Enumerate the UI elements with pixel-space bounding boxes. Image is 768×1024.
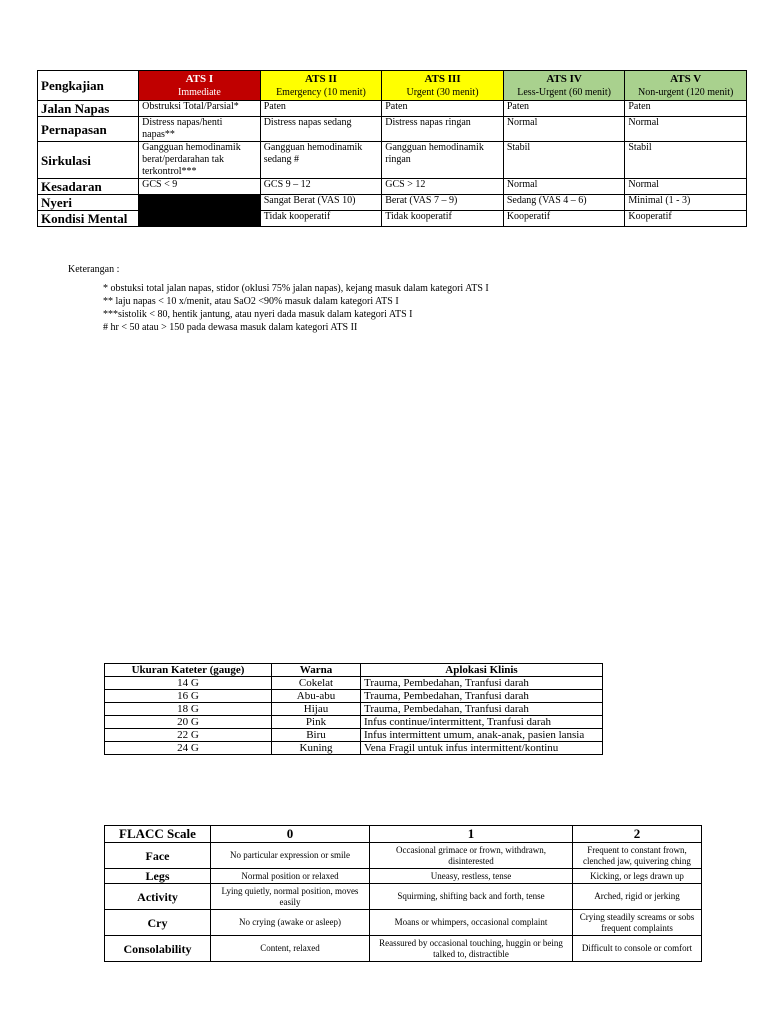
- ats-cell: Gangguan hemodinamik sedang #: [260, 142, 382, 179]
- catheter-color: Abu-abu: [272, 690, 361, 703]
- flacc-header-row: [105, 826, 702, 843]
- ats-level-sub: Emergency (10 menit): [276, 86, 366, 98]
- ats-cell-blacked-out: [139, 211, 261, 227]
- catheter-application: Vena Fragil untuk infus intermittent/kontinu: [361, 742, 603, 755]
- ats-cell: Berat (VAS 7 – 9): [382, 195, 504, 211]
- ats-cell: Normal: [503, 179, 625, 195]
- ats-cell: Normal: [625, 117, 747, 142]
- catheter-application: Trauma, Pembedahan, Tranfusi darah: [361, 690, 603, 703]
- ats-row-label: Sirkulasi: [38, 142, 139, 179]
- ats-level-sub: Immediate: [178, 86, 221, 98]
- flacc-cell: Frequent to constant frown, clenched jaw, quivering ching: [573, 843, 702, 869]
- ats-level-3-header: [382, 71, 504, 101]
- catheter-application: Trauma, Pembedahan, Tranfusi darah: [361, 677, 603, 690]
- ats-level-1-header: [139, 71, 261, 101]
- ats-cell: Stabil: [503, 142, 625, 179]
- ats-cell: Sangat Berat (VAS 10): [260, 195, 382, 211]
- catheter-size: 14 G: [105, 677, 272, 690]
- flacc-row-cry: [105, 910, 702, 936]
- flacc-category: Activity: [105, 884, 211, 910]
- flacc-cell: Arched, rigid or jerking: [573, 884, 702, 910]
- flacc-cell: Lying quietly, normal position, moves easily: [211, 884, 370, 910]
- ats-cell: Distress napas sedang: [260, 117, 382, 142]
- catheter-color: Pink: [272, 716, 361, 729]
- ats-level-label: ATS III: [424, 72, 461, 85]
- ats-cell: Paten: [260, 101, 382, 117]
- ats-cell: Minimal (1 - 3): [625, 195, 747, 211]
- flacc-cell: Occasional grimace or frown, withdrawn, disinterested: [370, 843, 573, 869]
- flacc-category: Legs: [105, 869, 211, 884]
- catheter-size: 24 G: [105, 742, 272, 755]
- ats-header-row: [38, 71, 747, 101]
- note-item: # hr < 50 atau > 150 pada dewasa masuk dalam kategori ATS II: [103, 322, 358, 333]
- flacc-row-face: [105, 843, 702, 869]
- ats-cell: Distress napas ringan: [382, 117, 504, 142]
- ats-level-label: ATS II: [305, 72, 337, 85]
- flacc-row-activity: [105, 884, 702, 910]
- ats-level-2-header: [260, 71, 382, 101]
- flacc-cell: Kicking, or legs drawn up: [573, 869, 702, 884]
- catheter-application: Infus continue/intermittent, Tranfusi darah: [361, 716, 603, 729]
- table-row: [105, 677, 603, 690]
- catheter-header-row: [105, 664, 603, 677]
- ats-cell-blacked-out: [139, 195, 261, 211]
- catheter-color: Kuning: [272, 742, 361, 755]
- ats-cell: GCS 9 – 12: [260, 179, 382, 195]
- flacc-cell: Normal position or relaxed: [211, 869, 370, 884]
- ats-cell: GCS < 9: [139, 179, 261, 195]
- ats-cell: Gangguan hemodinamik berat/perdarahan tak terkontrol***: [139, 142, 261, 179]
- catheter-table: [104, 663, 603, 755]
- table-row: [105, 716, 603, 729]
- ats-level-sub: Less-Urgent (60 menit): [517, 86, 611, 98]
- note-item: ***sistolik < 80, hentik jantung, atau nyeri dada masuk dalam kategori ATS I: [103, 309, 413, 320]
- note-item: * obstuksi total jalan napas, stidor (oklusi 75% jalan napas), kejang masuk dalam kategori ATS I: [103, 283, 489, 294]
- flacc-cell: Squirming, shifting back and forth, tense: [370, 884, 573, 910]
- ats-row-pernapasan: [38, 117, 747, 142]
- flacc-cell: Difficult to console or comfort: [573, 936, 702, 962]
- catheter-color: Hijau: [272, 703, 361, 716]
- catheter-header-color: Warna: [272, 664, 361, 677]
- flacc-header-score-2: 2: [573, 826, 702, 843]
- ats-level-sub: Urgent (30 menit): [406, 86, 479, 98]
- flacc-scale-table: [104, 825, 702, 962]
- ats-level-sub: Non-urgent (120 menit): [638, 86, 734, 98]
- ats-level-4-header: [503, 71, 625, 101]
- ats-cell: Kooperatif: [503, 211, 625, 227]
- flacc-cell: No crying (awake or asleep): [211, 910, 370, 936]
- ats-cell: Paten: [382, 101, 504, 117]
- flacc-cell: Crying steadily screams or sobs frequent complaints: [573, 910, 702, 936]
- ats-row-sirkulasi: [38, 142, 747, 179]
- catheter-header-size: Ukuran Kateter (gauge): [105, 664, 272, 677]
- catheter-application: Trauma, Pembedahan, Tranfusi darah: [361, 703, 603, 716]
- flacc-category: Consolability: [105, 936, 211, 962]
- ats-row-label: Kesadaran: [38, 179, 139, 195]
- ats-row-jalan-napas: [38, 101, 747, 117]
- notes-list: [68, 282, 489, 334]
- flacc-category: Cry: [105, 910, 211, 936]
- ats-corner-header: Pengkajian: [38, 71, 139, 101]
- ats-cell: Paten: [625, 101, 747, 117]
- catheter-size: 22 G: [105, 729, 272, 742]
- notes-title: Keterangan :: [68, 264, 120, 275]
- table-row: [105, 690, 603, 703]
- ats-cell: Kooperatif: [625, 211, 747, 227]
- ats-cell: Paten: [503, 101, 625, 117]
- ats-cell: Normal: [503, 117, 625, 142]
- table-row: [105, 742, 603, 755]
- flacc-header-score-1: 1: [370, 826, 573, 843]
- ats-cell: Tidak kooperatif: [382, 211, 504, 227]
- ats-row-nyeri: [38, 195, 747, 211]
- ats-triage-table: [37, 70, 747, 227]
- flacc-category: Face: [105, 843, 211, 869]
- catheter-header-application: Aplokasi Klinis: [361, 664, 603, 677]
- ats-cell: Sedang (VAS 4 – 6): [503, 195, 625, 211]
- ats-level-label: ATS IV: [546, 72, 582, 85]
- ats-cell: Normal: [625, 179, 747, 195]
- ats-level-label: ATS I: [185, 72, 214, 85]
- ats-row-label: Kondisi Mental: [38, 211, 139, 227]
- note-item: ** laju napas < 10 x/menit, atau SaO2 <90% masuk dalam kategori ATS I: [103, 296, 399, 307]
- ats-cell: Distress napas/henti napas**: [139, 117, 261, 142]
- catheter-color: Cokelat: [272, 677, 361, 690]
- flacc-cell: Uneasy, restless, tense: [370, 869, 573, 884]
- ats-cell: Obstruksi Total/Parsial*: [139, 101, 261, 117]
- flacc-cell: Moans or whimpers, occasional complaint: [370, 910, 573, 936]
- ats-cell: Tidak kooperatif: [260, 211, 382, 227]
- table-row: [105, 703, 603, 716]
- ats-level-label: ATS V: [670, 72, 702, 85]
- flacc-row-consolability: [105, 936, 702, 962]
- ats-row-kondisi-mental: [38, 211, 747, 227]
- ats-cell: GCS > 12: [382, 179, 504, 195]
- flacc-cell: No particular expression or smile: [211, 843, 370, 869]
- ats-row-label: Nyeri: [38, 195, 139, 211]
- ats-row-kesadaran: [38, 179, 747, 195]
- flacc-header-title: FLACC Scale: [105, 826, 211, 843]
- catheter-application: Infus intermittent umum, anak-anak, pasien lansia: [361, 729, 603, 742]
- ats-row-label: Jalan Napas: [38, 101, 139, 117]
- ats-row-label: Pernapasan: [38, 117, 139, 142]
- flacc-cell: Content, relaxed: [211, 936, 370, 962]
- ats-level-5-header: [625, 71, 747, 101]
- ats-cell: Stabil: [625, 142, 747, 179]
- ats-notes: [68, 263, 489, 334]
- ats-cell: Gangguan hemodinamik ringan: [382, 142, 504, 179]
- flacc-row-legs: [105, 869, 702, 884]
- flacc-cell: Reassured by occasional touching, huggin or being talked to, distractible: [370, 936, 573, 962]
- table-row: [105, 729, 603, 742]
- catheter-color: Biru: [272, 729, 361, 742]
- flacc-header-score-0: 0: [211, 826, 370, 843]
- catheter-size: 18 G: [105, 703, 272, 716]
- catheter-size: 16 G: [105, 690, 272, 703]
- catheter-size: 20 G: [105, 716, 272, 729]
